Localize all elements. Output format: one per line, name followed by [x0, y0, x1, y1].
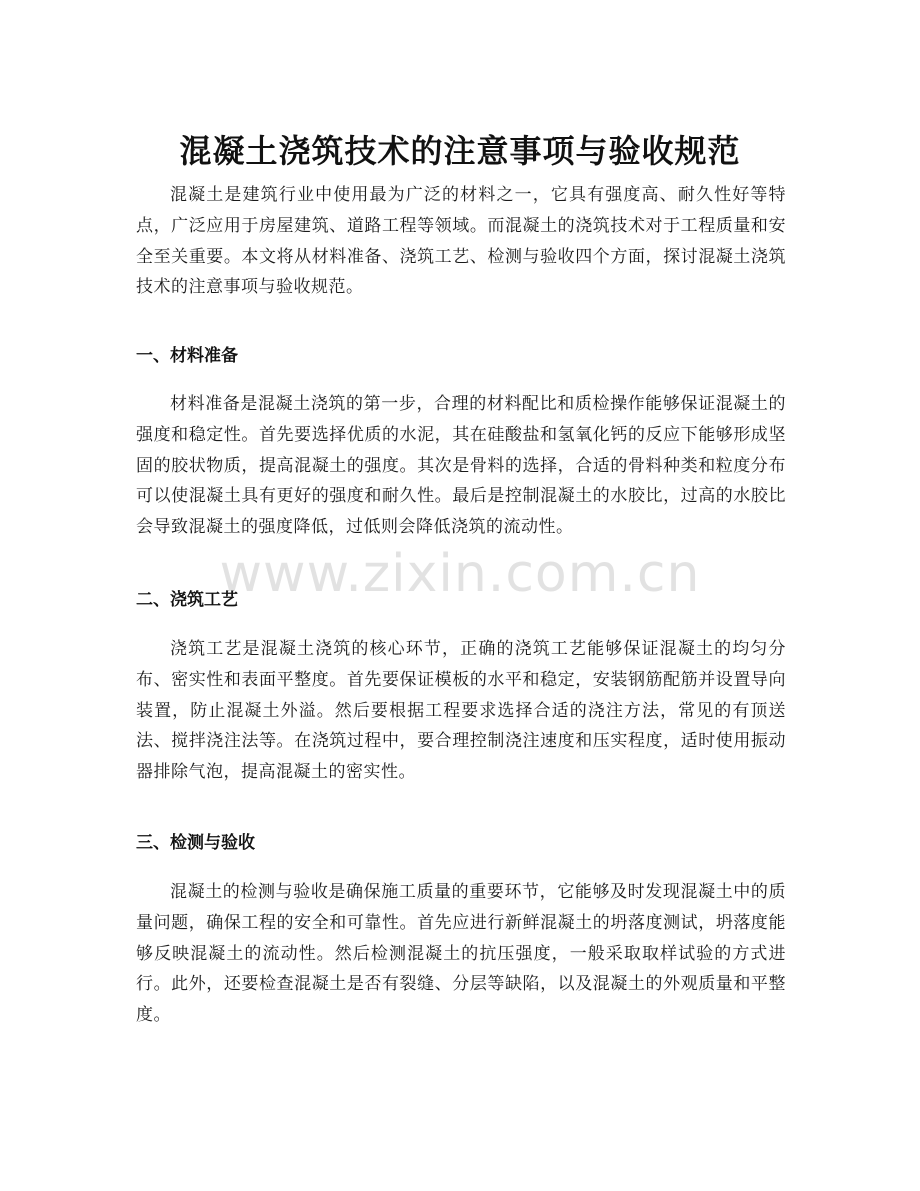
section-body-inspection: 混凝土的检测与验收是确保施工质量的重要环节，它能够及时发现混凝土中的质量问题，确保工程的安全和可靠性。首先应进行新鲜混凝土的坍落度测试，坍落度能够反映混凝土的流动性。然后检测混凝土的抗压强度，一般采取取样试验的方式进行。此外，还要检查混凝土是否有裂缝、分层等缺陷，以及混凝土的外观质量和平整度。	[136, 882, 786, 1026]
section-heading-inspection: 三、检测与验收	[136, 833, 255, 853]
section-heading-materials: 一、材料准备	[136, 346, 238, 366]
document-title: 混凝土浇筑技术的注意事项与验收规范	[179, 132, 741, 171]
intro-paragraph: 混凝土是建筑行业中使用最为广泛的材料之一，它具有强度高、耐久性好等特点，广泛应用于房屋建筑、道路工程等领域。而混凝土的浇筑技术对于工程质量和安全至关重要。本文将从材料准备、浇筑工艺、检测与验收四个方面，探讨混凝土浇筑技术的注意事项与验收规范。	[136, 185, 786, 298]
watermark: www.zixin.com.cn	[219, 544, 701, 604]
section-body-materials: 材料准备是混凝土浇筑的第一步，合理的材料配比和质检操作能够保证混凝土的强度和稳定性。首先要选择优质的水泥，其在硅酸盐和氢氧化钙的反应下能够形成坚固的胶状物质，提高混凝土的强度。其次是骨料的选择，合适的骨料种类和粒度分布可以使混凝土具有更好的强度和耐久性。最后是控制混凝土的水胶比，过高的水胶比会导致混凝土的强度降低，过低则会降低浇筑的流动性。	[136, 394, 786, 538]
section-body-pouring: 浇筑工艺是混凝土浇筑的核心环节，正确的浇筑工艺能够保证混凝土的均匀分布、密实性和表面平整度。首先要保证模板的水平和稳定，安装钢筋配筋并设置导向装置，防止混凝土外溢。然后要根据工程要求选择合适的浇注方法，常见的有顶送法、搅拌浇注法等。在浇筑过程中，要合理控制浇注速度和压实程度，适时使用振动器排除气泡，提高混凝土的密实性。	[136, 639, 786, 783]
section-heading-pouring: 二、浇筑工艺	[136, 590, 238, 610]
